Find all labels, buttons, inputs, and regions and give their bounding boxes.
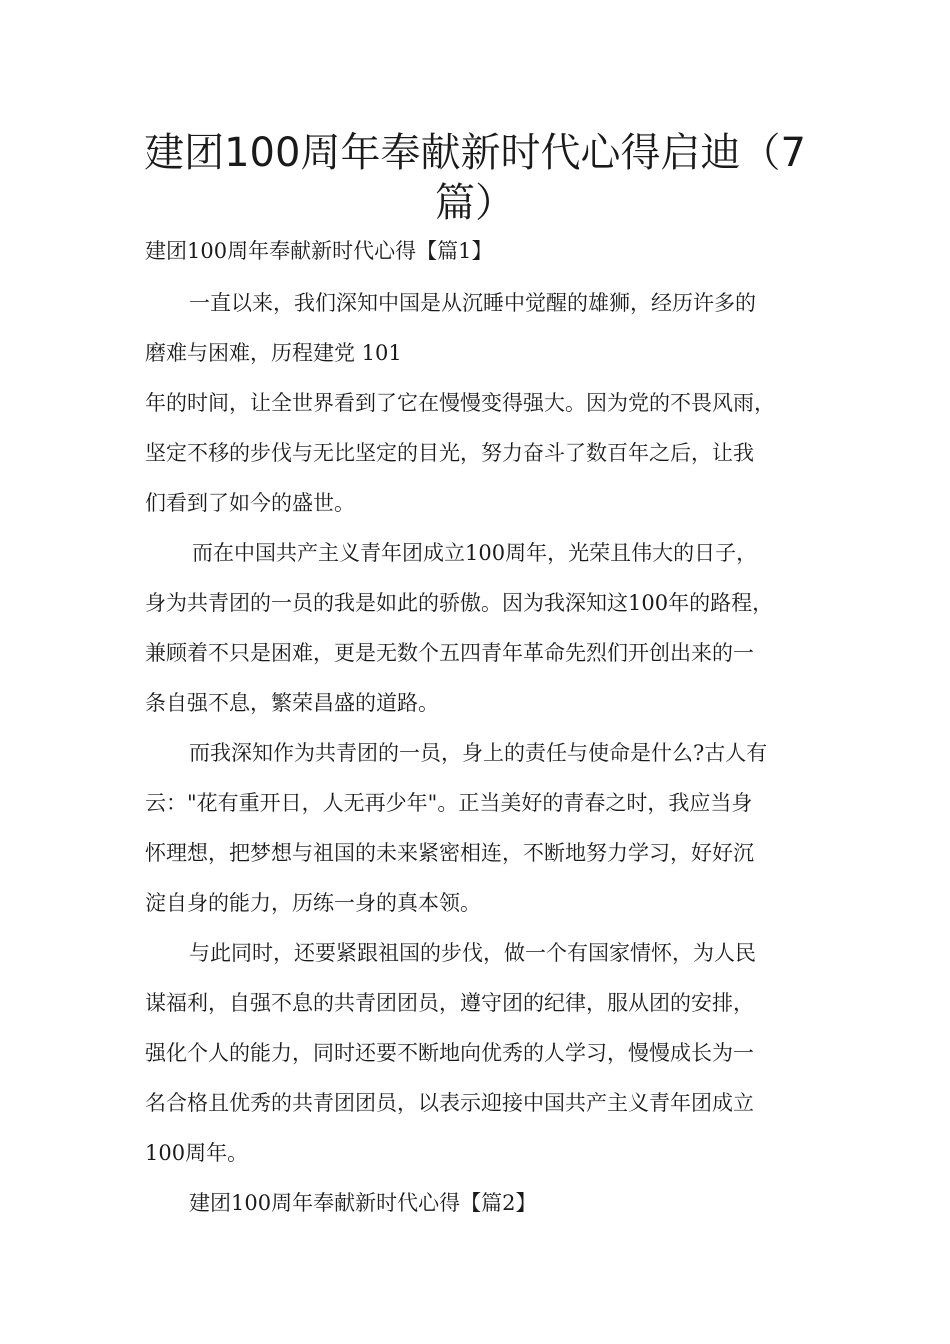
paragraph-line: 强化个人的能力，同时还要不断地向优秀的人学习，慢慢成长为一 [145,1041,754,1065]
document-title [120,128,830,228]
paragraph-line: 年的时间，让全世界看到了它在慢慢变得强大。因为党的不畏风雨， [145,391,775,415]
section-heading-1: 建团100周年奉献新时代心得【篇1】 [145,239,493,263]
paragraph-line: 一直以来，我们深知中国是从沉睡中觉醒的雄狮，经历许多的 [189,291,756,315]
paragraph-line: 而我深知作为共青团的一员，身上的责任与使命是什么?古人有 [189,741,768,765]
paragraph-line: 淀自身的能力，历练一身的真本领。 [145,891,481,915]
paragraph-line: 条自强不息，繁荣昌盛的道路。 [145,691,439,715]
paragraph-line: 身为共青团的一员的我是如此的骄傲。因为我深知这100年的路程， [145,591,774,615]
paragraph-line: 100周年。 [145,1141,249,1165]
title-line-2: 篇） [435,180,515,226]
paragraph-line: 而在中国共产主义青年团成立100周年，光荣且伟大的日子， [192,541,758,565]
paragraph-line: 与此同时，还要紧跟祖国的步伐，做一个有国家情怀，为人民 [189,941,756,965]
paragraph-line: 云："花有重开日，人无再少年"。正当美好的青春之时，我应当身 [145,791,753,815]
paragraph-line: 谋福利，自强不息的共青团团员，遵守团的纪律，服从团的安排， [145,991,754,1015]
paragraph-line: 们看到了如今的盛世。 [145,491,355,515]
paragraph-line: 磨难与困难，历程建党 101 [145,341,402,365]
section-heading-2: 建团100周年奉献新时代心得【篇2】 [189,1191,537,1215]
paragraph-line: 名合格且优秀的共青团团员，以表示迎接中国共产主义青年团成立 [145,1091,754,1115]
paragraph-line: 坚定不移的步伐与无比坚定的目光，努力奋斗了数百年之后，让我 [145,441,754,465]
paragraph-line: 怀理想，把梦想与祖国的未来紧密相连，不断地努力学习，好好沉 [145,841,754,865]
title-line-1: 建团100周年奉献新时代心得启迪（7 [144,130,806,176]
paragraph-line: 兼顾着不只是困难，更是无数个五四青年革命先烈们开创出来的一 [145,641,754,665]
